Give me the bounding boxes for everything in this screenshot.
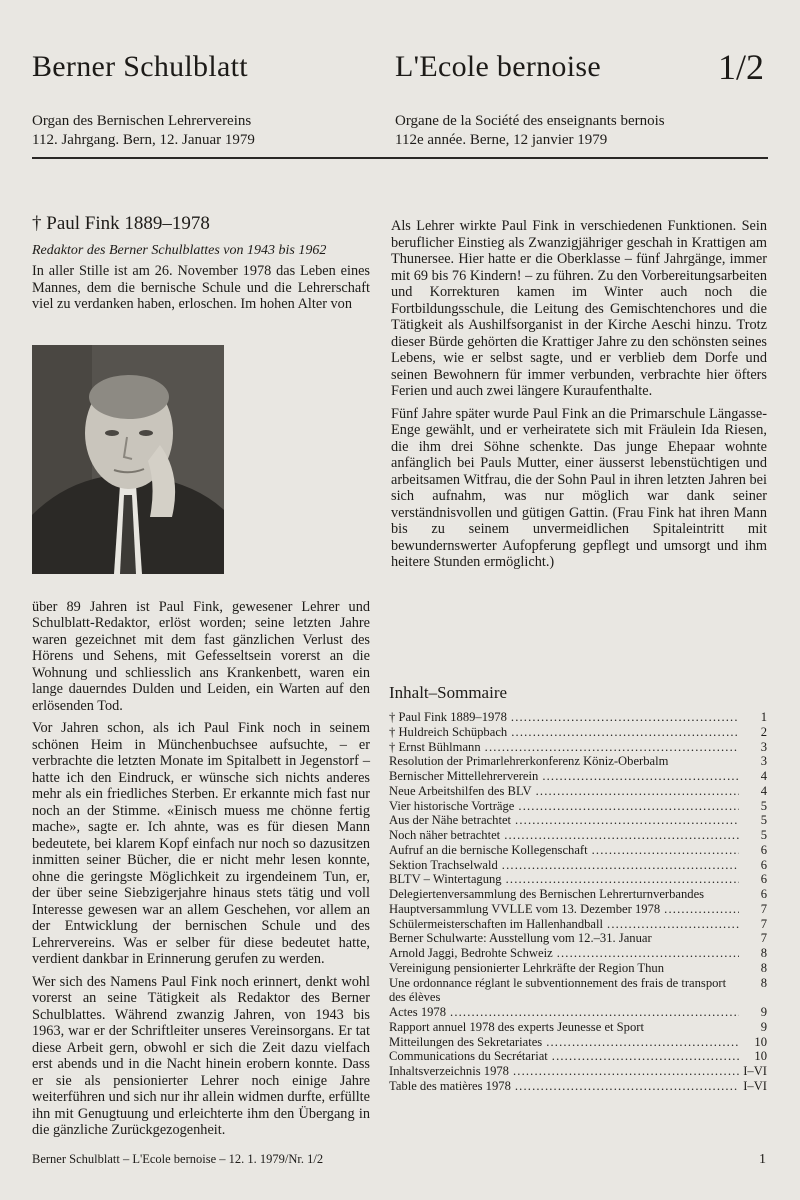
toc-item [389,917,767,932]
toc-item [389,1079,767,1094]
toc-item-page: 5 [760,828,767,842]
toc-item-page: 7 [760,901,767,916]
toc-leader [546,1035,739,1050]
toc-item-title: Mitteilungen des Sekretariates [389,1034,543,1049]
article-paragraph-r1: Als Lehrer wirkte Paul Fink in verschiedenen Funktionen. Sein beruflicher Einstieg als Zwanzigjähriger geschah in Krattigen am Thunersee. Hier hatte er die Oberklasse – fünf Jahrgänge, immer mit 69 bis 76 Kindern! – zu führen. Zu den Vorbereitungsarbeiten und Korrekturen kamen im Winter auch noch die Fortbildungsschule, die Leitung des Gemischtenchores und die Tätigkeit als Aushilfsorganist in der Kirche Aeschi hinzu. Trotz dieser Bürde gehörten die Krattiger Jahre zu den schönsten seines Lebens, wie er selbst sagte, und er verblieb dem Dorfe und seinen Bewohnern für immer verbunden, verbrachte hier öfters Ferien und auch zwei längere Kuraufenthalte. [391,218,767,399]
toc-leader [557,946,739,961]
masthead-subtitle-de [32,112,255,150]
toc-item [389,754,767,769]
toc-leader [511,710,739,725]
subtitle-de-line1: Organ des Bernischen Lehrervereins [32,113,252,129]
toc-leader [450,1005,739,1020]
toc-item-title: BLTV – Wintertagung [389,872,502,887]
subtitle-fr-line2: 112e année. Berne, 12 janvier 1979 [395,132,608,148]
toc-leader [664,902,739,917]
article-paragraph-4: Wer sich des Namens Paul Fink noch erinnert, denkt wohl vorerst an seine Tätigkeit als Redaktor des Berner Schulblattes. Während zwanzig Jahren, von 1943 bis 1963, war er der Schriftleiter unseres Vereinsorgans. Er tat diese Arbeit gern, obwohl er sich die Zeit dazu vielfach erst abends und in die Nacht hinein erobern konnte. Dass er sie als pensionierter Lehrer noch einige Jahre weiterführen und sich nur ihr allein widmen durfte, erfüllte ihn mit Genugtuung und erleichterte ihm den Übergang in die gänzliche Zurückgezogenheit. [32,973,370,1138]
toc-leader [515,1079,739,1094]
toc-item-title: Une ordonnance réglant le subventionnement des frais de transport des élèves [389,975,727,1005]
toc-item-page: 3 [760,754,767,769]
subtitle-de-line2: 112. Jahrgang. Bern, 12. Januar 1979 [32,132,255,148]
article-paragraph-3: Vor Jahren schon, als ich Paul Fink noch in seinem schönen Heim in Münchenbuchsee aufsuchte, – er verbrachte die letzten Monate im Spitalbett in Jegenstorf – hatte ich den Eindruck, er wünsche sich nichts anderes mehr als ein friedliches Sterben. Er erkannte mich fast nur noch an der Stimme. «Einisch muess me chönne fertig mache», sagte er. Ich ahnte, was es für diesen Mann bedeutete, bei klarem Kopf einfach nur noch so dazusitzen inmitten seiner Bücher, die er nicht mehr lesen konnte, ohne die geringste Möglichkeit zu irgendeinem Tun, er, der über seine Siebzigerjahre hinaus stets tätig und voll Interesse gewesen war an allem Geschehen, vor allem an der Entwicklung der bernischen Schule und des Lehrervereins. Was er selber für diese bedeutet hatte, verdient dankbar in Erinnerung gerufen zu werden. [32,720,370,967]
toc-item-page: 4 [760,769,767,783]
toc-item-page: 6 [760,842,767,857]
toc-item [389,872,767,887]
toc-leader [504,828,739,843]
masthead-subtitle-fr [395,112,665,150]
toc-item-page: 5 [760,813,767,828]
table-of-contents [389,710,767,1094]
toc-item-page: I–VI [743,1064,767,1078]
toc-item-title: Bernischer Mittellehrerverein [389,769,539,783]
toc-item-title: Rapport annuel 1978 des experts Jeunesse et Sport [389,1019,644,1034]
toc-item [389,828,767,843]
toc-item-page: 3 [760,739,767,754]
toc-leader [518,799,739,814]
toc-leader [607,917,739,932]
toc-item-title: † Paul Fink 1889–1978 [389,710,507,724]
toc-leader [536,784,739,799]
article-right-column [391,218,767,577]
toc-item-page: 1 [760,710,767,724]
toc-item [389,1064,767,1079]
toc-leader [506,872,739,887]
toc-item-page: 6 [760,872,767,887]
toc-item [389,813,767,828]
toc-item [389,1005,767,1020]
toc-item [389,902,767,917]
toc-item [389,946,767,961]
article-title: † Paul Fink 1889–1978 [32,213,210,234]
toc-item-title: Aufruf an die bernische Kollegenschaft [389,842,588,857]
toc-item [389,1049,767,1064]
toc-item [389,769,767,784]
toc-item-page: 4 [760,783,767,798]
toc-item-page: 10 [754,1049,767,1064]
toc-item-page: 6 [760,887,767,901]
portrait-photo [32,345,224,574]
toc-leader [513,1064,739,1079]
issue-number: 1/2 [717,47,764,87]
toc-title: Inhalt–Sommaire [389,683,508,702]
toc-item-title: Inhaltsverzeichnis 1978 [389,1064,509,1078]
toc-item-page: 9 [760,1019,767,1034]
toc-item-title: Berner Schulwarte: Ausstellung vom 12.–31. Januar [389,931,652,946]
toc-leader [502,858,739,873]
toc-item [389,1020,767,1035]
toc-item-title: Sektion Trachselwald [389,857,498,872]
toc-leader [552,1049,739,1064]
masthead-rule [32,157,768,159]
toc-item-page: 7 [760,931,767,946]
subtitle-fr-line1: Organe de la Société des enseignants bernois [395,113,665,129]
toc-item [389,710,767,725]
toc-item [389,976,767,1006]
toc-item-page: 8 [760,946,767,960]
toc-item-page: 6 [760,857,767,872]
article-paragraph-2: über 89 Jahren ist Paul Fink, gewesener Lehrer und Schulblatt-Redaktor, erlöst worden; seine letzten Jahre waren gezeichnet mit dem fast gänzlichen Verlust des Hörens und Sehens, mit Gefesseltsein vorerst an die Wohnung und schliesslich ans Krankenbett, waren ein lange dauerndes Dulden und Leiden, ein Warten auf den erlösenden Tod. [32,598,370,714]
toc-item-title: † Ernst Bühlmann [389,739,481,754]
toc-item [389,931,767,946]
toc-item-title: Resolution der Primarlehrerkonferenz Köniz-Oberbalm [389,754,669,769]
toc-item-title: Vereinigung pensionierter Lehrkräfte der Region Thun [389,960,664,975]
page-number: 1 [759,1152,766,1167]
toc-item [389,740,767,755]
toc-item-title: Table des matières 1978 [389,1078,511,1093]
masthead-title-fr: L'Ecole bernoise [395,50,601,83]
toc-item-title: Vier historische Vorträge [389,798,515,813]
toc-item [389,887,767,902]
toc-item-title: Aus der Nähe betrachtet [389,813,512,828]
toc-item [389,1035,767,1050]
toc-item-page: 9 [760,1005,767,1019]
toc-item-title: Neue Arbeitshilfen des BLV [389,783,532,798]
toc-item-title: Actes 1978 [389,1005,447,1019]
toc-item [389,799,767,814]
toc-item [389,843,767,858]
masthead-title-de: Berner Schulblatt [32,50,248,83]
article-subtitle: Redaktor des Berner Schulblattes von 1943 bis 1962 [32,242,327,258]
masthead [32,42,768,162]
article-paragraph-r2: Fünf Jahre später wurde Paul Fink an die Primarschule Längasse-Enge gewählt, und er verheiratete sich mit Fräulein Ida Riesen, die ihm drei Söhne schenkte. Das junge Ehepaar wohnte anfänglich bei Pauls Mutter, einer äusserst lebenstüchtigen und arbeitsamen Witfrau, die der Sohn Paul in ihren letzten Jahren bei sich aufnahm, was nur möglich war dank seiner verständnisvollen und gütigen Gattin. (Frau Fink hat ihren Mann bis zu seinem unvermeidlichen Spitaleintritt mit bewundernswerter Aufopferung gepflegt und umsorgt und ihm heitere Stunden ermöglicht.) [391,405,767,570]
toc-item-title: Delegiertenversammlung des Bernischen Lehrerturnverbandes [389,887,705,901]
toc-item-title: Communications du Secrétariat [389,1049,548,1064]
toc-item-title: Hauptversammlung VVLLE vom 13. Dezember 1978 [389,901,661,916]
toc-item [389,961,767,976]
toc-leader [592,843,739,858]
toc-item-title: Schülermeisterschaften im Hallenhandball [389,916,604,931]
toc-leader [485,740,739,755]
article-paragraph-1: In aller Stille ist am 26. November 1978 das Leben eines Mannes, dem die bernische Schule und die Lehrerschaft viel zu verdanken haben, erloschen. Im hohen Alter von [32,263,370,312]
toc-item-title: Noch näher betrachtet [389,828,501,842]
toc-item-title: Arnold Jaggi, Bedrohte Schweiz [389,946,553,960]
toc-item-page: I–VI [743,1078,767,1093]
toc-item [389,858,767,873]
portrait-illustration [32,345,224,574]
toc-item-page: 8 [760,975,767,990]
toc-item-page: 10 [754,1034,767,1049]
toc-leader [515,813,739,828]
toc-item-page: 8 [760,960,767,975]
toc-item-title: † Huldreich Schüpbach [389,724,508,739]
toc-item-page: 2 [760,724,767,739]
toc-item [389,784,767,799]
toc-item-page: 7 [760,916,767,931]
toc-leader [542,769,739,784]
toc-item-page: 5 [760,798,767,813]
footer-citation: Berner Schulblatt – L'Ecole bernoise – 12. 1. 1979/Nr. 1/2 [32,1152,324,1166]
toc-leader [511,725,739,740]
toc-item [389,725,767,740]
